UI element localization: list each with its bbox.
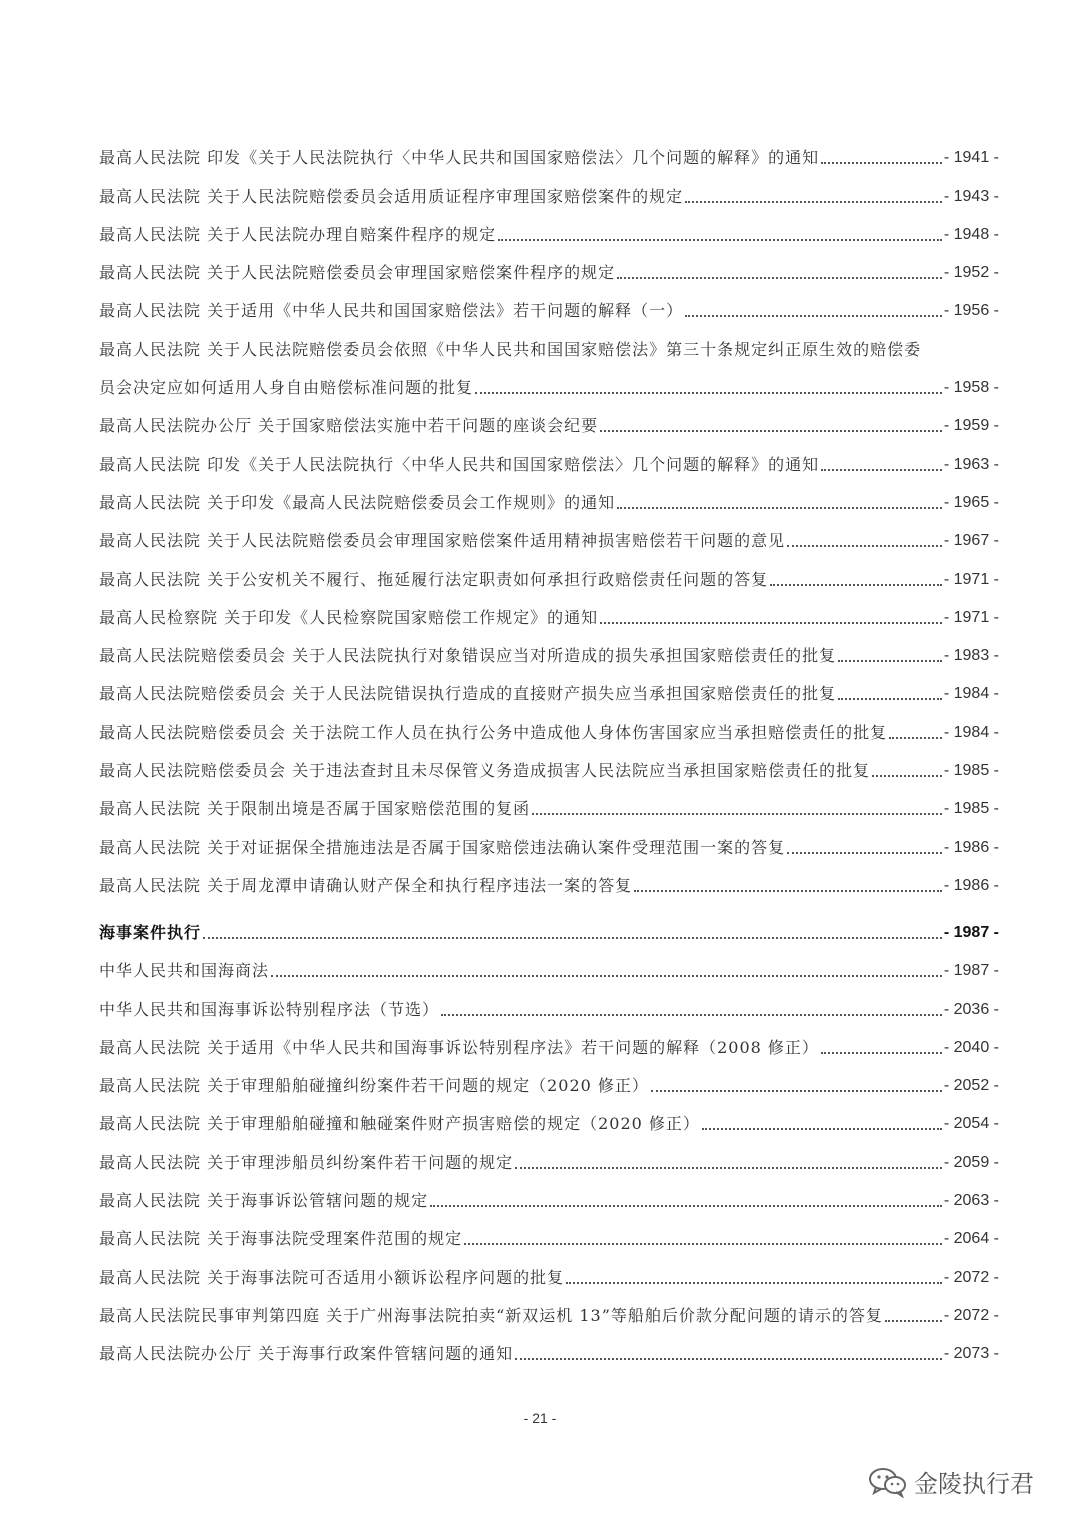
toc-entry-page: - 1985 - [943, 762, 999, 780]
dot-leader [430, 1205, 942, 1207]
toc-entry-page: - 2073 - [943, 1345, 999, 1363]
toc-entry-title: 最高人民法院赔偿委员会 关于违法查封且未尽保管义务造成损害人民法院应当承担国家赔偿责任的批复 [99, 761, 871, 781]
toc-entry[interactable] [99, 943, 999, 981]
toc-entry-title: 员会决定应如何适用人身自由赔偿标准问题的批复 [99, 378, 474, 398]
toc-entry[interactable] [99, 398, 999, 436]
toc-entry[interactable] [99, 513, 999, 551]
toc-entry-title: 最高人民法院办公厅 关于海事行政案件管辖问题的通知 [99, 1344, 514, 1364]
toc-entry-page: - 2040 - [943, 1038, 999, 1056]
toc-entry-title: 最高人民法院 关于印发《最高人民法院赔偿委员会工作规则》的通知 [99, 492, 616, 512]
toc-entry-page: - 2052 - [943, 1077, 999, 1095]
toc-entry[interactable] [99, 1020, 999, 1058]
dot-leader [838, 660, 942, 662]
toc-entry-page: - 2059 - [943, 1153, 999, 1171]
toc-entry[interactable] [99, 1058, 999, 1096]
dot-leader [685, 315, 942, 317]
toc-entry[interactable] [99, 245, 999, 283]
dot-leader [685, 201, 942, 203]
toc-entry[interactable] [99, 1211, 999, 1249]
dot-leader [838, 698, 942, 700]
toc-entry-page: - 1971 - [943, 608, 999, 626]
toc-entry[interactable] [99, 628, 999, 666]
toc-entry-page: - 1943 - [943, 187, 999, 205]
toc-entry-page: - 1987 - [943, 923, 999, 941]
toc-entry[interactable] [99, 819, 999, 857]
toc-entry[interactable] [99, 1326, 999, 1364]
dot-leader [532, 813, 942, 815]
wechat-icon [868, 1466, 908, 1498]
toc-entry-title: 最高人民法院 关于适用《中华人民共和国国家赔偿法》若干问题的解释（一） [99, 301, 684, 321]
toc-entry-page: - 1963 - [943, 455, 999, 473]
toc-entry[interactable] [99, 1134, 999, 1172]
toc-entry-title: 最高人民法院 关于海事法院可否适用小额诉讼程序问题的批复 [99, 1267, 565, 1287]
toc-entry-title: 中华人民共和国海事诉讼特别程序法（节选） [99, 999, 440, 1019]
toc-entry-page: - 1967 - [943, 532, 999, 550]
page-number: - 21 - [523, 1410, 557, 1426]
toc-entry-page: - 2054 - [943, 1115, 999, 1133]
toc-entry-title: 最高人民法院 关于人民法院赔偿委员会审理国家赔偿案件适用精神损害赔偿若干问题的意见 [99, 531, 786, 551]
toc-entry-page: - 1948 - [943, 225, 999, 243]
toc-entry-page: - 1984 - [943, 685, 999, 703]
toc-entry-title: 最高人民法院 关于适用《中华人民共和国海事诉讼特别程序法》若干问题的解释（2008 修正） [99, 1037, 819, 1057]
toc-entry-page: - 1958 - [943, 379, 999, 397]
watermark [868, 1464, 1034, 1499]
toc-entry-page: - 1985 - [943, 800, 999, 818]
toc-entry-title: 最高人民法院赔偿委员会 关于人民法院执行对象错误应当对所造成的损失承担国家赔偿责任的批复 [99, 646, 837, 666]
toc-entry[interactable] [99, 743, 999, 781]
toc-entry-page: - 1971 - [943, 570, 999, 588]
toc-entry-title: 最高人民法院 关于海事诉讼管辖问题的规定 [99, 1191, 429, 1211]
toc-entry[interactable] [99, 130, 999, 168]
toc-entry-page: - 1941 - [943, 149, 999, 167]
dot-leader [566, 1282, 942, 1284]
section-heading[interactable] [99, 896, 999, 943]
toc-entry-title: 最高人民法院 关于公安机关不履行、拖延履行法定职责如何承担行政赔偿责任问题的答复 [99, 569, 769, 589]
dot-leader [821, 469, 942, 471]
toc-entry[interactable] [99, 168, 999, 206]
toc-entry-title: 最高人民法院民事审判第四庭 关于广州海事法院拍卖“新双运机 13”等船舶后价款分配问题的请示的答复 [99, 1305, 883, 1325]
dot-leader [271, 975, 942, 977]
toc-entry[interactable] [99, 475, 999, 513]
toc-entry[interactable] [99, 704, 999, 742]
dot-leader [600, 622, 942, 624]
toc-entry-title: 最高人民法院 关于人民法院赔偿委员会依照《中华人民共和国国家赔偿法》第三十条规定纠正原生效的赔偿委 [99, 339, 922, 359]
dot-leader [885, 1320, 942, 1322]
dot-leader [441, 1014, 942, 1016]
toc-entry[interactable] [99, 207, 999, 245]
dot-leader [651, 1090, 942, 1092]
dot-leader [821, 162, 942, 164]
toc-entry-title: 最高人民法院办公厅 关于国家赔偿法实施中若干问题的座谈会纪要 [99, 416, 599, 436]
toc-entry-title: 最高人民法院 关于人民法院赔偿委员会审理国家赔偿案件程序的规定 [99, 263, 616, 283]
toc-entry-page: - 1959 - [943, 417, 999, 435]
toc-entry[interactable] [99, 551, 999, 589]
toc-entry-title: 最高人民检察院 关于印发《人民检察院国家赔偿工作规定》的通知 [99, 607, 599, 627]
toc-entry-title: 中华人民共和国海商法 [99, 961, 270, 981]
toc-entry-title: 最高人民法院 关于周龙潭申请确认财产保全和执行程序违法一案的答复 [99, 875, 633, 895]
toc-entry-title: 最高人民法院 关于海事法院受理案件范围的规定 [99, 1229, 463, 1249]
toc-entry[interactable] [99, 590, 999, 628]
toc-entry[interactable] [99, 321, 999, 359]
toc-entry-title: 海事案件执行 [99, 922, 202, 942]
dot-leader [787, 545, 942, 547]
toc-entry[interactable] [99, 666, 999, 704]
dot-leader [617, 507, 942, 509]
toc-entry-page: - 2063 - [943, 1192, 999, 1210]
toc-entry-title: 最高人民法院 印发《关于人民法院执行〈中华人民共和国国家赔偿法〉几个问题的解释》的通知 [99, 148, 820, 168]
toc-entry[interactable] [99, 1249, 999, 1287]
toc-entry-title: 最高人民法院 关于人民法院办理自赔案件程序的规定 [99, 224, 497, 244]
toc-entry[interactable] [99, 1173, 999, 1211]
dot-leader [600, 430, 942, 432]
toc-entry-title: 最高人民法院 关于限制出境是否属于国家赔偿范围的复函 [99, 799, 531, 819]
toc-entry-title: 最高人民法院 印发《关于人民法院执行〈中华人民共和国国家赔偿法〉几个问题的解释》的通知 [99, 454, 820, 474]
toc-entry-page: - 1965 - [943, 493, 999, 511]
toc-entry[interactable] [99, 1096, 999, 1134]
toc-entry[interactable] [99, 1288, 999, 1326]
toc-entry-page: - 2036 - [943, 1000, 999, 1018]
dot-leader [872, 775, 942, 777]
dot-leader [475, 392, 942, 394]
toc-entry-page: - 1986 - [943, 876, 999, 894]
dot-leader [203, 937, 942, 939]
toc-entry-page: - 1987 - [943, 962, 999, 980]
dot-leader [617, 277, 942, 279]
toc-entry-title: 最高人民法院赔偿委员会 关于人民法院错误执行造成的直接财产损失应当承担国家赔偿责任的批复 [99, 684, 837, 704]
toc-entry-page: - 2072 - [943, 1306, 999, 1324]
toc-entry[interactable] [99, 283, 999, 321]
dot-leader [702, 1128, 942, 1130]
dot-leader [464, 1243, 942, 1245]
dot-leader [770, 584, 942, 586]
toc-entry-page: - 2064 - [943, 1230, 999, 1248]
toc-entry[interactable] [99, 436, 999, 474]
toc-entry-title: 最高人民法院 关于审理涉船员纠纷案件若干问题的规定 [99, 1152, 514, 1172]
toc-entry-title: 最高人民法院赔偿委员会 关于法院工作人员在执行公务中造成他人身体伤害国家应当承担赔偿责任的批复 [99, 722, 888, 742]
toc-entry-title: 最高人民法院 关于人民法院赔偿委员会适用质证程序审理国家赔偿案件的规定 [99, 186, 684, 206]
table-of-contents [99, 130, 999, 1364]
toc-entry-title: 最高人民法院 关于审理船舶碰撞纠纷案件若干问题的规定（2020 修正） [99, 1076, 649, 1096]
toc-entry-page: - 1952 - [943, 264, 999, 282]
dot-leader [889, 737, 942, 739]
toc-entry-title: 最高人民法院 关于审理船舶碰撞和触碰案件财产损害赔偿的规定（2020 修正） [99, 1114, 700, 1134]
toc-entry[interactable] [99, 858, 999, 896]
dot-leader [515, 1167, 942, 1169]
toc-entry[interactable] [99, 781, 999, 819]
watermark-text: 金陵执行君 [914, 1470, 1034, 1498]
toc-entry-page: - 1983 - [943, 647, 999, 665]
dot-leader [498, 239, 942, 241]
toc-entry-page: - 1984 - [943, 723, 999, 741]
dot-leader [821, 1052, 942, 1054]
toc-entry[interactable] [99, 981, 999, 1019]
toc-entry-page: - 1986 - [943, 838, 999, 856]
toc-entry-page: - 2072 - [943, 1268, 999, 1286]
dot-leader [787, 852, 942, 854]
dot-leader [515, 1358, 942, 1360]
toc-entry-title: 最高人民法院 关于对证据保全措施违法是否属于国家赔偿违法确认案件受理范围一案的答复 [99, 837, 786, 857]
dot-leader [634, 890, 942, 892]
toc-entry-page: - 1956 - [943, 302, 999, 320]
toc-entry[interactable] [99, 360, 999, 398]
